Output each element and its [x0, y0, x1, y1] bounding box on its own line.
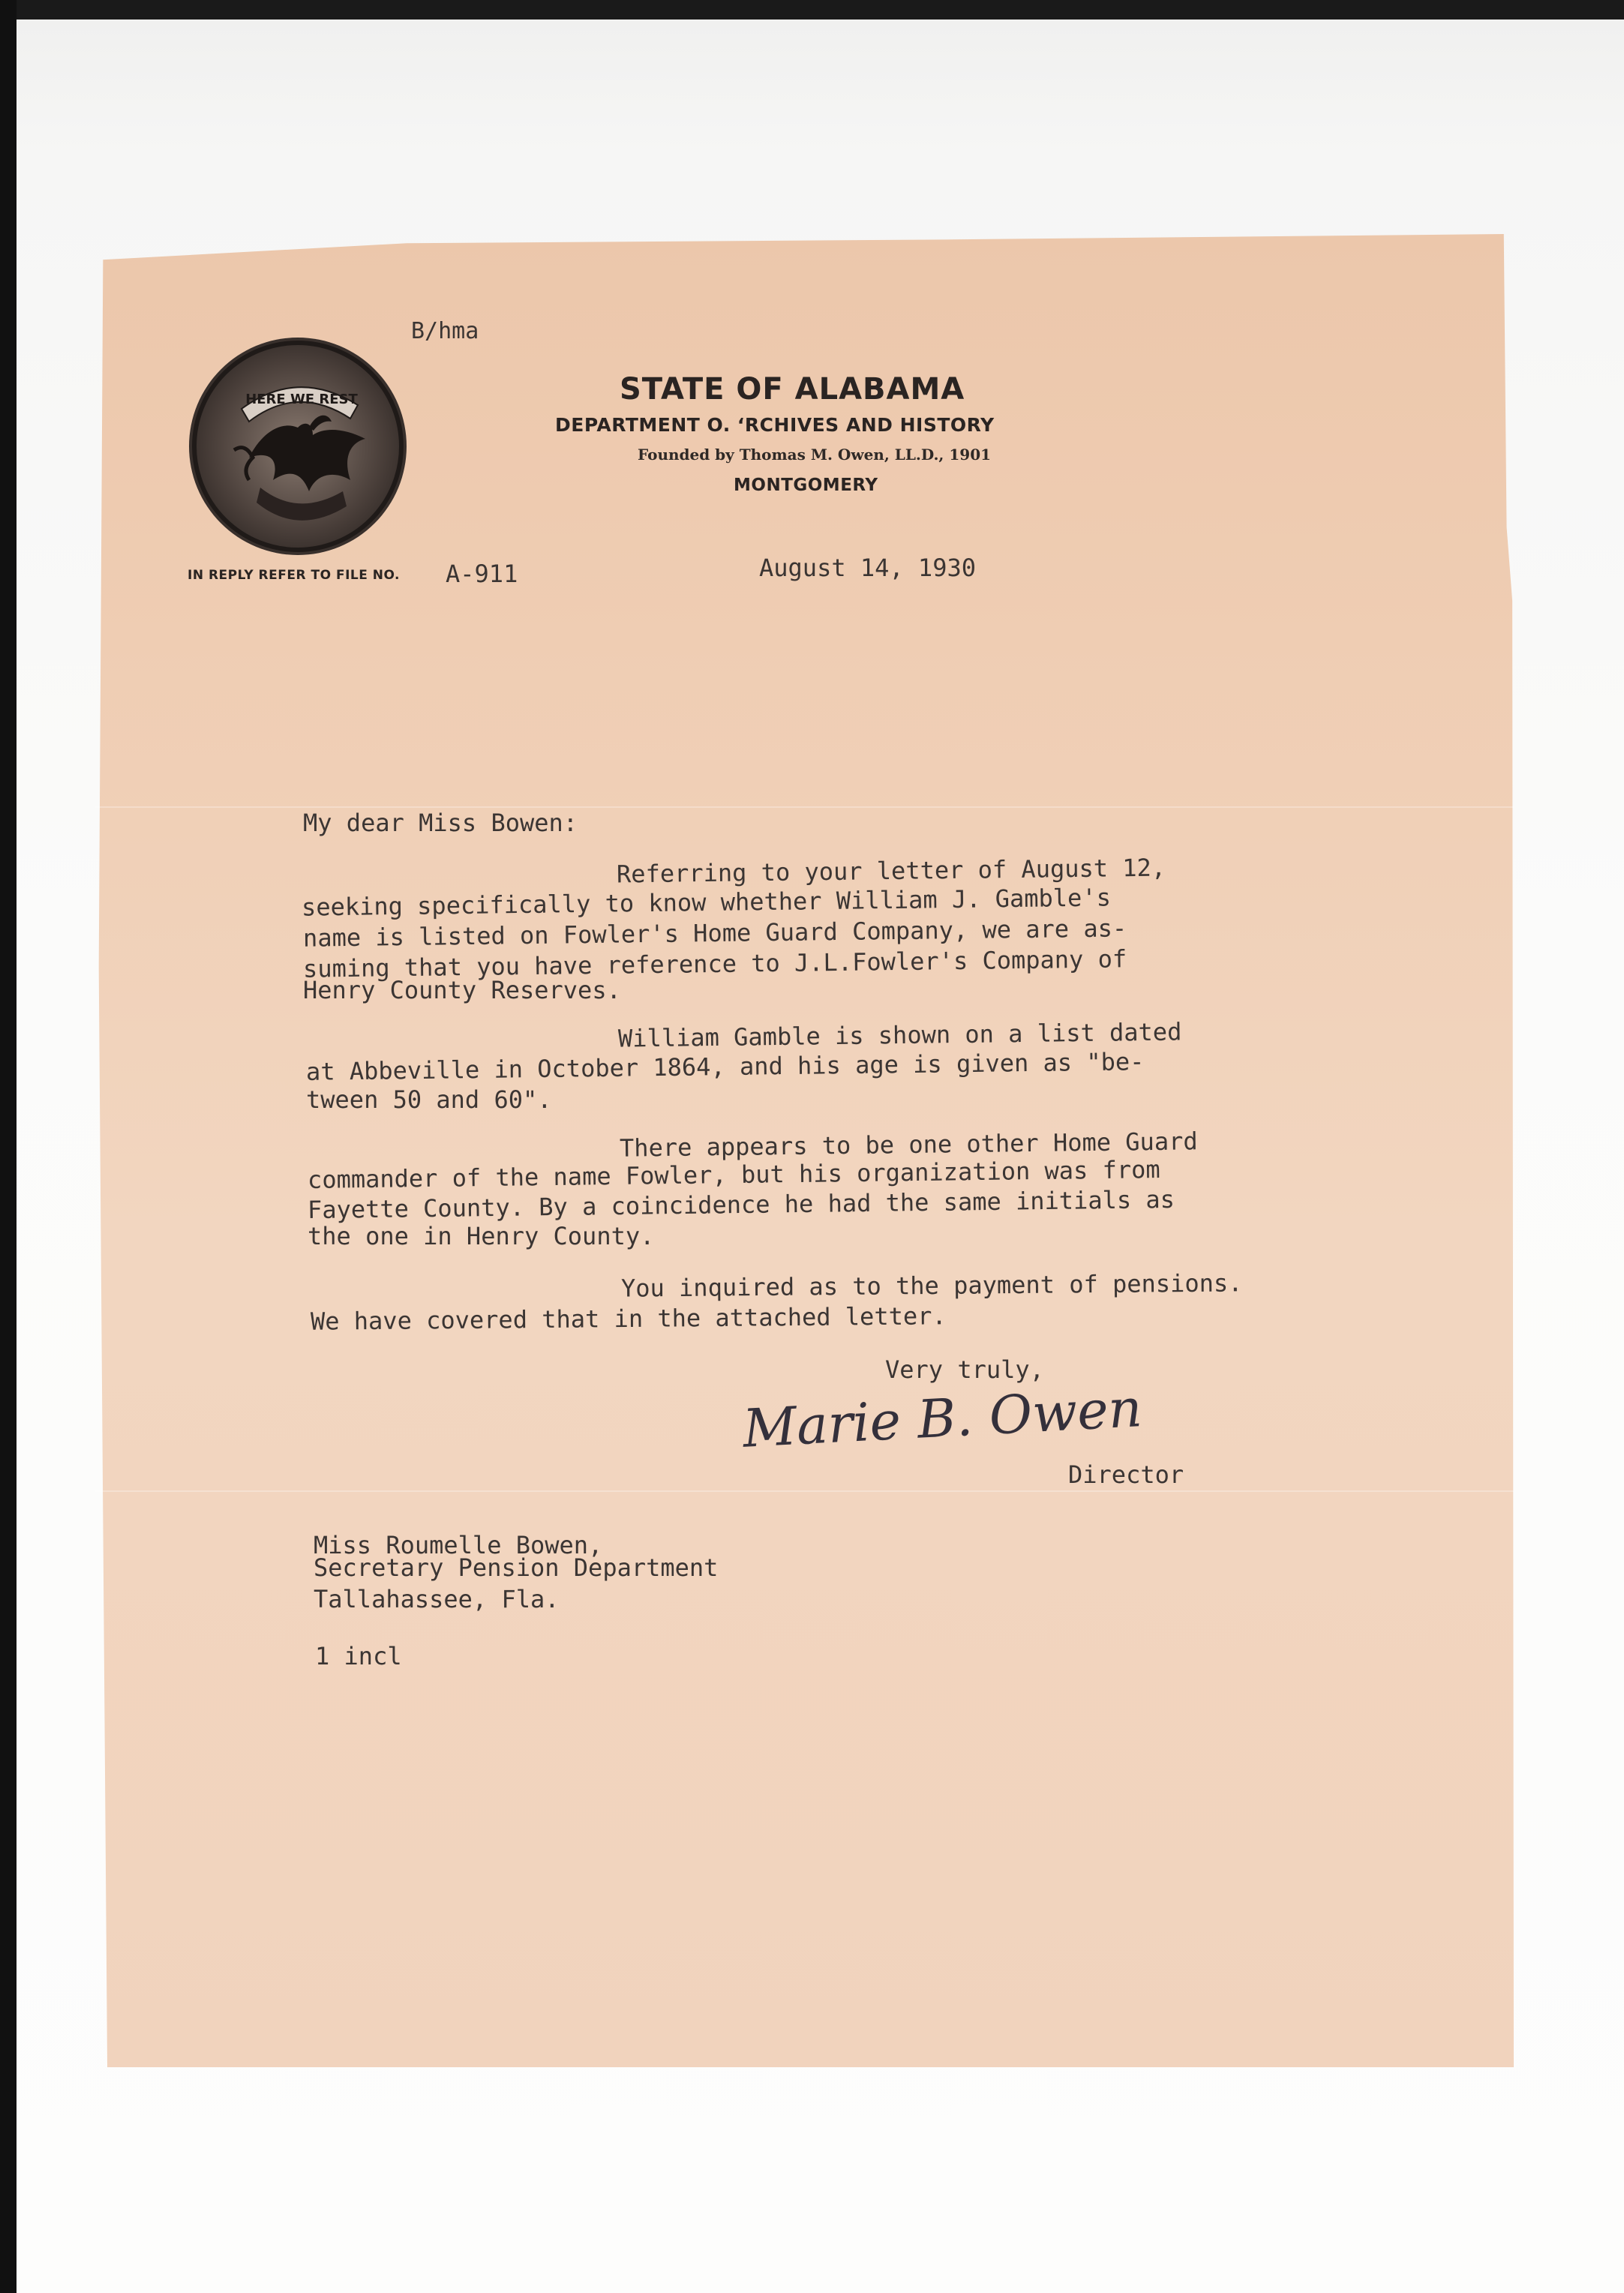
- paragraph-line: There appears to be one other Home Guard: [619, 1127, 1198, 1163]
- paragraph-line: Referring to your letter of August 12,: [616, 853, 1166, 889]
- paragraph-line: We have covered that in the attached letter.: [310, 1301, 947, 1336]
- state-seal-eagle-icon: [189, 338, 407, 555]
- paragraph-line: commander of the name Fowler, but his organization was from: [307, 1155, 1160, 1194]
- letterhead-founded: Founded by Thomas M. Owen, LL.D., 1901: [638, 446, 992, 464]
- letter-date: August 14, 1930: [759, 554, 976, 582]
- letterhead-department: DEPARTMENT O. ‘RCHIVES AND HISTORY: [555, 414, 995, 436]
- fold-line-lower: [95, 1490, 1514, 1492]
- paragraph-line: You inquired as to the payment of pensions.: [620, 1268, 1243, 1303]
- signatory-title: Director: [1068, 1460, 1184, 1489]
- recipient-line: Miss Roumelle Bowen,: [314, 1531, 603, 1559]
- paragraph-line: seeking specifically to know whether William J. Gamble's: [301, 883, 1112, 922]
- closing: Very truly,: [885, 1355, 1044, 1384]
- recipient-line: Tallahassee, Fla.: [314, 1585, 560, 1613]
- reply-prefix: IN REPLY REFER TO FILE NO.: [188, 568, 401, 583]
- recipient-line: Secretary Pension Department: [314, 1553, 719, 1582]
- paragraph-line: suming that you have reference to J.L.Fowler's Company of: [302, 944, 1127, 983]
- seal-motto: HERE WE REST: [245, 392, 358, 407]
- handwritten-signature: Marie B. Owen: [741, 1377, 1144, 1460]
- paragraph-line: Henry County Reserves.: [303, 976, 621, 1004]
- scan-left-edge: [0, 0, 17, 2293]
- salutation: My dear Miss Bowen:: [303, 809, 578, 837]
- paragraph-line: name is listed on Fowler's Home Guard Company, we are as-: [302, 914, 1127, 953]
- paragraph-line: at Abbeville in October 1864, and his age is given as "be-: [305, 1047, 1145, 1086]
- letterhead-city: MONTGOMERY: [734, 476, 878, 495]
- paragraph-line: tween 50 and 60".: [306, 1085, 552, 1114]
- scan-top-edge: [0, 0, 1624, 20]
- file-number: A-911: [446, 560, 518, 588]
- enclosure-note: 1 incl: [315, 1642, 402, 1670]
- letterhead-state: STATE OF ALABAMA: [620, 372, 965, 407]
- typist-initials: B/hma: [411, 318, 479, 344]
- paragraph-line: William Gamble is shown on a list dated: [617, 1017, 1182, 1053]
- paragraph-line: the one in Henry County.: [308, 1222, 655, 1250]
- paragraph-line: Fayette County. By a coincidence he had the same initials as: [307, 1184, 1175, 1225]
